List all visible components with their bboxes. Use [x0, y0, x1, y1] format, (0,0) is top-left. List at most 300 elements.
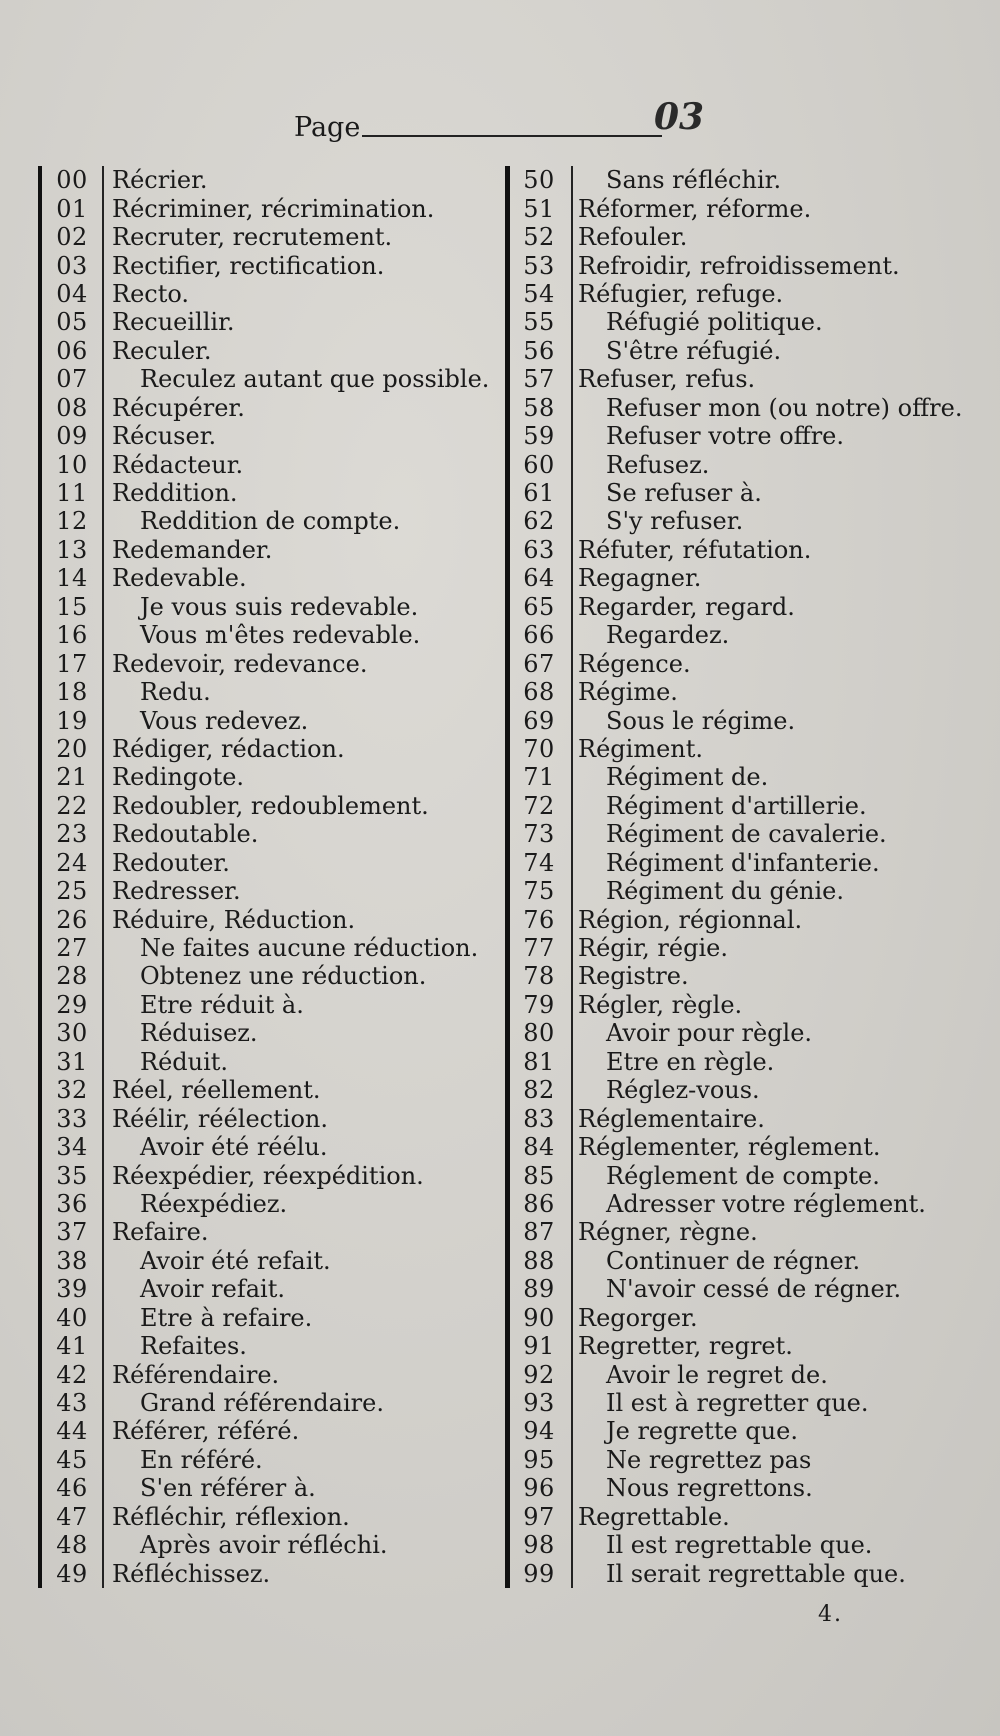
- entry-term: Réduit.: [140, 1047, 229, 1076]
- entry-row: [510, 991, 980, 1019]
- entry-number: 63: [523, 535, 555, 564]
- entry-number: 89: [523, 1275, 555, 1304]
- entry-number: 00: [56, 166, 88, 195]
- entry-number: 24: [56, 848, 88, 877]
- entry-term: Nous regrettons.: [606, 1474, 813, 1503]
- entry-number: 84: [523, 1133, 555, 1162]
- entry-row: [510, 223, 980, 251]
- entry-term: Redemander.: [112, 535, 273, 564]
- entry-term: Reculez autant que possible.: [140, 365, 490, 394]
- entry-row: [510, 678, 980, 706]
- entry-number: 22: [56, 791, 88, 820]
- entry-term: Refuser, refus.: [578, 365, 756, 394]
- header-rule: [362, 135, 662, 137]
- entry-number: 03: [56, 251, 88, 280]
- entry-term: Réfléchir, réflexion.: [112, 1502, 350, 1531]
- entry-row: [510, 1531, 980, 1559]
- entry-term: Avoir le regret de.: [606, 1360, 828, 1389]
- entry-number: 88: [523, 1246, 555, 1275]
- entry-number: 45: [56, 1445, 88, 1474]
- entry-row: [510, 905, 980, 933]
- entry-row: [510, 735, 980, 763]
- entry-row: [42, 849, 512, 877]
- entry-term: Rédiger, rédaction.: [112, 734, 345, 763]
- entry-number: 19: [56, 706, 88, 735]
- entry-row: [510, 1332, 980, 1360]
- entry-number: 27: [56, 934, 88, 963]
- entry-number: 26: [56, 905, 88, 934]
- entry-number: 56: [523, 336, 555, 365]
- entry-number: 77: [523, 934, 555, 963]
- entry-term: Rédacteur.: [112, 450, 244, 479]
- entry-term: Il est à regretter que.: [606, 1389, 869, 1418]
- entry-number: 13: [56, 535, 88, 564]
- entry-row: [510, 308, 980, 336]
- entry-term: S'en référer à.: [140, 1474, 316, 1503]
- entry-term: Réduisez.: [140, 1019, 258, 1048]
- entry-number: 69: [523, 706, 555, 735]
- entry-term: Je vous suis redevable.: [140, 592, 419, 621]
- entry-term: Obtenez une réduction.: [140, 962, 427, 991]
- entry-number: 08: [56, 393, 88, 422]
- entry-number: 94: [523, 1417, 555, 1446]
- entry-term: Regrettable.: [578, 1502, 730, 1531]
- entry-row: [42, 1190, 512, 1218]
- entry-number: 17: [56, 649, 88, 678]
- entry-term: Redevable.: [112, 564, 247, 593]
- entry-number: 75: [523, 877, 555, 906]
- entry-term: Régiment d'artillerie.: [606, 791, 867, 820]
- entry-row: [42, 1104, 512, 1132]
- page-label: Page: [294, 112, 361, 143]
- entry-number: 30: [56, 1019, 88, 1048]
- right-column: [505, 166, 980, 1588]
- entry-row: [510, 1218, 980, 1246]
- entry-row: [510, 1474, 980, 1502]
- entry-number: 50: [523, 166, 555, 195]
- entry-number: 95: [523, 1445, 555, 1474]
- entry-term: Rectifier, rectification.: [112, 251, 385, 280]
- entry-number: 34: [56, 1133, 88, 1162]
- entry-term: Réélir, réélection.: [112, 1104, 328, 1133]
- entry-row: [510, 1161, 980, 1189]
- entry-number: 04: [56, 279, 88, 308]
- entry-row: [42, 1304, 512, 1332]
- entry-number: 81: [523, 1047, 555, 1076]
- entry-row: [510, 564, 980, 592]
- entry-number: 93: [523, 1389, 555, 1418]
- entry-number: 61: [523, 479, 555, 508]
- entry-number: 05: [56, 308, 88, 337]
- entry-term: Avoir refait.: [140, 1275, 285, 1304]
- entry-row: [510, 820, 980, 848]
- entry-number: 82: [523, 1076, 555, 1105]
- entry-row: [42, 962, 512, 990]
- entry-number: 14: [56, 564, 88, 593]
- entry-row: [42, 1275, 512, 1303]
- entry-number: 37: [56, 1218, 88, 1247]
- entry-row: [42, 422, 512, 450]
- entry-term: Refouler.: [578, 223, 688, 252]
- entry-number: 39: [56, 1275, 88, 1304]
- entry-term: Régler, règle.: [578, 990, 743, 1019]
- entry-number: 33: [56, 1104, 88, 1133]
- entry-number: 47: [56, 1502, 88, 1531]
- entry-number: 01: [56, 194, 88, 223]
- entry-term: Recto.: [112, 279, 190, 308]
- entry-number: 41: [56, 1332, 88, 1361]
- entry-row: [42, 1503, 512, 1531]
- entry-term: Sans réfléchir.: [606, 166, 782, 195]
- entry-number: 38: [56, 1246, 88, 1275]
- entry-row: [42, 536, 512, 564]
- entry-number: 80: [523, 1019, 555, 1048]
- entry-row: [42, 706, 512, 734]
- entry-row: [510, 365, 980, 393]
- entry-row: [42, 280, 512, 308]
- right-entry-list: [510, 166, 980, 1588]
- entry-row: [510, 1104, 980, 1132]
- entry-number: 73: [523, 820, 555, 849]
- entry-row: [42, 1019, 512, 1047]
- entry-term: Refroidir, refroidissement.: [578, 251, 900, 280]
- entry-term: Récupérer.: [112, 393, 245, 422]
- entry-term: Réfléchissez.: [112, 1559, 271, 1588]
- entry-number: 15: [56, 592, 88, 621]
- entry-number: 99: [523, 1559, 555, 1588]
- entry-term: Régence.: [578, 649, 691, 678]
- entry-term: Réfuter, réfutation.: [578, 535, 812, 564]
- entry-term: Régiment.: [578, 734, 704, 763]
- entry-number: 78: [523, 962, 555, 991]
- signature-mark: 4.: [818, 1602, 843, 1627]
- entry-row: [42, 735, 512, 763]
- entry-row: [42, 820, 512, 848]
- entry-term: Régiment de.: [606, 763, 769, 792]
- entry-number: 59: [523, 422, 555, 451]
- entry-number: 71: [523, 763, 555, 792]
- entry-term: Recruter, recrutement.: [112, 223, 393, 252]
- entry-number: 72: [523, 791, 555, 820]
- entry-row: [510, 1190, 980, 1218]
- entry-number: 92: [523, 1360, 555, 1389]
- entry-term: Réexpédiez.: [140, 1189, 288, 1218]
- entry-row: [42, 1247, 512, 1275]
- entry-row: [510, 962, 980, 990]
- entry-row: [510, 1304, 980, 1332]
- entry-number: 46: [56, 1474, 88, 1503]
- entry-number: 58: [523, 393, 555, 422]
- entry-row: [42, 1446, 512, 1474]
- entry-row: [510, 649, 980, 677]
- entry-number: 43: [56, 1389, 88, 1418]
- entry-number: 66: [523, 621, 555, 650]
- entry-row: [510, 1076, 980, 1104]
- entry-row: [510, 394, 980, 422]
- entry-row: [42, 166, 512, 194]
- entry-number: 49: [56, 1559, 88, 1588]
- entry-term: Régiment de cavalerie.: [606, 820, 887, 849]
- entry-term: Refaire.: [112, 1218, 209, 1247]
- entry-term: Reculer.: [112, 336, 212, 365]
- entry-number: 20: [56, 734, 88, 763]
- entry-row: [42, 877, 512, 905]
- entry-term: Redresser.: [112, 877, 241, 906]
- entry-row: [510, 1048, 980, 1076]
- entry-row: [42, 1218, 512, 1246]
- entry-number: 36: [56, 1189, 88, 1218]
- entry-term: Régir, régie.: [578, 934, 728, 963]
- entry-term: Réduire, Réduction.: [112, 905, 356, 934]
- entry-term: Régner, règne.: [578, 1218, 758, 1247]
- entry-row: [510, 536, 980, 564]
- entry-number: 25: [56, 877, 88, 906]
- entry-term: Réglement de compte.: [606, 1161, 880, 1190]
- entry-row: [510, 479, 980, 507]
- entry-number: 07: [56, 365, 88, 394]
- entry-row: [42, 1531, 512, 1559]
- entry-term: Recueillir.: [112, 308, 235, 337]
- entry-row: [42, 1559, 512, 1587]
- entry-number: 53: [523, 251, 555, 280]
- entry-number: 85: [523, 1161, 555, 1190]
- entry-row: [42, 1161, 512, 1189]
- entry-term: Regorger.: [578, 1303, 698, 1332]
- entry-row: [42, 991, 512, 1019]
- entry-number: 74: [523, 848, 555, 877]
- entry-number: 83: [523, 1104, 555, 1133]
- entry-term: Grand référendaire.: [140, 1389, 384, 1418]
- entry-number: 16: [56, 621, 88, 650]
- entry-number: 48: [56, 1531, 88, 1560]
- entry-term: Réglementer, réglement.: [578, 1133, 881, 1162]
- entry-number: 11: [56, 479, 88, 508]
- entry-row: [510, 251, 980, 279]
- entry-row: [510, 1247, 980, 1275]
- entry-number: 97: [523, 1502, 555, 1531]
- entry-number: 09: [56, 422, 88, 451]
- entry-term: S'y refuser.: [606, 507, 744, 536]
- entry-row: [42, 251, 512, 279]
- entry-number: 42: [56, 1360, 88, 1389]
- entry-number: 65: [523, 592, 555, 621]
- entry-term: Récuser.: [112, 422, 217, 451]
- entry-number: 64: [523, 564, 555, 593]
- left-number-divider: [102, 166, 104, 1588]
- entry-term: Référendaire.: [112, 1360, 280, 1389]
- entry-term: Je regrette que.: [606, 1417, 798, 1446]
- entry-term: Sous le régime.: [606, 706, 796, 735]
- entry-row: [42, 1474, 512, 1502]
- entry-row: [510, 1019, 980, 1047]
- entry-term: Redoutable.: [112, 820, 259, 849]
- entry-row: [510, 337, 980, 365]
- entry-term: Refuser votre offre.: [606, 422, 844, 451]
- entry-row: [510, 1133, 980, 1161]
- entry-term: Il serait regrettable que.: [606, 1559, 906, 1588]
- entry-row: [42, 763, 512, 791]
- entry-term: Registre.: [578, 962, 689, 991]
- entry-term: N'avoir cessé de régner.: [606, 1275, 902, 1304]
- entry-term: Réfugier, refuge.: [578, 279, 784, 308]
- entry-number: 98: [523, 1531, 555, 1560]
- entry-term: Avoir été réélu.: [140, 1133, 328, 1162]
- entry-term: Regardez.: [606, 621, 730, 650]
- entry-number: 52: [523, 223, 555, 252]
- entry-term: Regagner.: [578, 564, 702, 593]
- entry-number: 86: [523, 1189, 555, 1218]
- entry-number: 91: [523, 1332, 555, 1361]
- entry-term: Référer, référé.: [112, 1417, 300, 1446]
- entry-row: [42, 649, 512, 677]
- entry-number: 51: [523, 194, 555, 223]
- entry-term: Vous m'êtes redevable.: [140, 621, 421, 650]
- entry-row: [42, 479, 512, 507]
- entry-number: 31: [56, 1047, 88, 1076]
- entry-number: 29: [56, 990, 88, 1019]
- entry-row: [510, 166, 980, 194]
- entry-term: Reddition de compte.: [140, 507, 401, 536]
- entry-row: [510, 593, 980, 621]
- entry-row: [510, 1503, 980, 1531]
- entry-row: [42, 564, 512, 592]
- entry-number: 18: [56, 678, 88, 707]
- entry-term: Etre réduit à.: [140, 990, 304, 1019]
- entry-term: En référé.: [140, 1445, 263, 1474]
- entry-number: 70: [523, 734, 555, 763]
- entry-number: 96: [523, 1474, 555, 1503]
- entry-row: [42, 450, 512, 478]
- entry-number: 55: [523, 308, 555, 337]
- entry-term: Après avoir réfléchi.: [140, 1531, 388, 1560]
- entry-term: Régiment du génie.: [606, 877, 844, 906]
- entry-row: [42, 1417, 512, 1445]
- entry-term: Avoir pour règle.: [606, 1019, 813, 1048]
- entry-number: 21: [56, 763, 88, 792]
- entry-row: [510, 507, 980, 535]
- entry-number: 68: [523, 678, 555, 707]
- entry-term: Redoubler, redoublement.: [112, 791, 429, 820]
- entry-row: [510, 422, 980, 450]
- entry-term: Réel, réellement.: [112, 1076, 321, 1105]
- entry-row: [510, 1446, 980, 1474]
- entry-number: 44: [56, 1417, 88, 1446]
- entry-number: 57: [523, 365, 555, 394]
- entry-row: [510, 194, 980, 222]
- entry-number: 12: [56, 507, 88, 536]
- entry-row: [510, 280, 980, 308]
- entry-term: Etre en règle.: [606, 1047, 775, 1076]
- entry-row: [42, 678, 512, 706]
- entry-term: Avoir été refait.: [140, 1246, 331, 1275]
- entry-term: Réformer, réforme.: [578, 194, 812, 223]
- entry-term: Régime.: [578, 678, 678, 707]
- entry-number: 28: [56, 962, 88, 991]
- entry-row: [42, 621, 512, 649]
- entry-term: Reddition.: [112, 479, 238, 508]
- entry-term: Refusez.: [606, 450, 710, 479]
- entry-number: 02: [56, 223, 88, 252]
- entry-term: Refuser mon (ou notre) offre.: [606, 393, 963, 422]
- entry-row: [510, 934, 980, 962]
- entry-row: [42, 1133, 512, 1161]
- entry-term: Continuer de régner.: [606, 1246, 861, 1275]
- entry-term: Région, régionnal.: [578, 905, 803, 934]
- entry-row: [42, 1048, 512, 1076]
- entry-term: Vous redevez.: [140, 706, 309, 735]
- entry-row: [42, 792, 512, 820]
- entry-number: 54: [523, 279, 555, 308]
- page-header: [294, 96, 705, 143]
- entry-term: Ne faites aucune réduction.: [140, 934, 479, 963]
- entry-number: 90: [523, 1303, 555, 1332]
- entry-row: [510, 1360, 980, 1388]
- entry-row: [42, 308, 512, 336]
- entry-term: Ne regrettez pas: [606, 1445, 812, 1474]
- entry-row: [510, 763, 980, 791]
- entry-number: 10: [56, 450, 88, 479]
- entry-row: [510, 1389, 980, 1417]
- entry-term: Il est regrettable que.: [606, 1531, 873, 1560]
- entry-term: Redingote.: [112, 763, 245, 792]
- entry-row: [510, 621, 980, 649]
- entry-row: [42, 1332, 512, 1360]
- entry-term: Regretter, regret.: [578, 1332, 793, 1361]
- entry-row: [42, 507, 512, 535]
- entry-term: Réfugié politique.: [606, 308, 823, 337]
- entry-number: 35: [56, 1161, 88, 1190]
- entry-term: Regarder, regard.: [578, 592, 795, 621]
- entry-term: S'être réfugié.: [606, 336, 782, 365]
- entry-row: [510, 450, 980, 478]
- entry-number: 32: [56, 1076, 88, 1105]
- entry-row: [42, 194, 512, 222]
- entry-row: [42, 394, 512, 422]
- entry-row: [42, 365, 512, 393]
- entry-row: [510, 792, 980, 820]
- entry-term: Adresser votre réglement.: [606, 1189, 926, 1218]
- entry-number: 23: [56, 820, 88, 849]
- entry-row: [42, 1360, 512, 1388]
- entry-term: Récrier.: [112, 166, 208, 195]
- entry-row: [510, 849, 980, 877]
- entry-row: [42, 1076, 512, 1104]
- entry-number: 40: [56, 1303, 88, 1332]
- entry-row: [510, 1275, 980, 1303]
- left-entry-list: [42, 166, 512, 1588]
- page-number-handwritten: 03: [654, 96, 705, 138]
- entry-term: Réglementaire.: [578, 1104, 765, 1133]
- entry-number: 76: [523, 905, 555, 934]
- entry-number: 67: [523, 649, 555, 678]
- entry-term: Redu.: [140, 678, 211, 707]
- entry-row: [42, 934, 512, 962]
- entry-number: 62: [523, 507, 555, 536]
- entry-number: 60: [523, 450, 555, 479]
- entry-term: Réexpédier, réexpédition.: [112, 1161, 424, 1190]
- entry-row: [42, 337, 512, 365]
- entry-row: [510, 877, 980, 905]
- entry-row: [42, 593, 512, 621]
- entry-term: Récriminer, récrimination.: [112, 194, 435, 223]
- entry-number: 06: [56, 336, 88, 365]
- entry-term: Etre à refaire.: [140, 1303, 313, 1332]
- right-number-divider: [571, 166, 573, 1588]
- entry-row: [510, 1417, 980, 1445]
- entry-term: Redouter.: [112, 848, 230, 877]
- entry-number: 79: [523, 990, 555, 1019]
- entry-term: Régiment d'infanterie.: [606, 848, 880, 877]
